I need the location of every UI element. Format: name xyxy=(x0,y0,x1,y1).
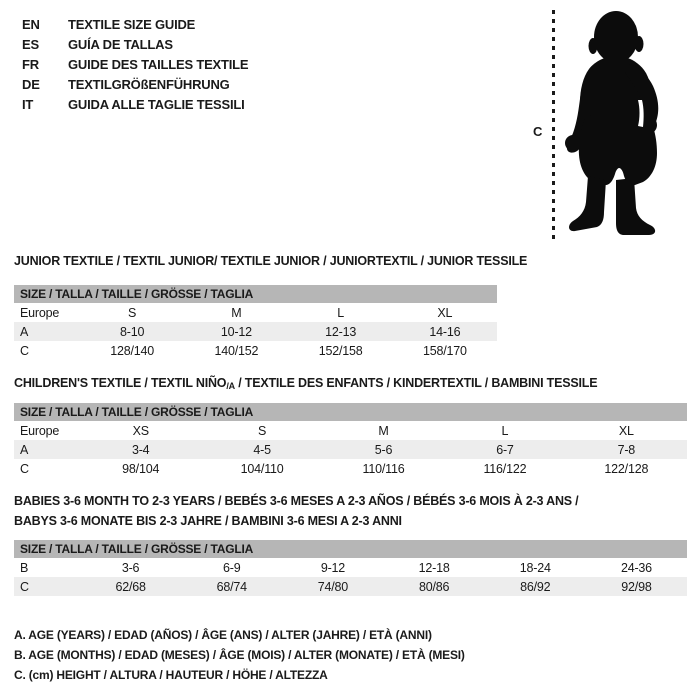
row-label: A xyxy=(20,442,29,457)
language-label: GUIDE DES TAILLES TEXTILE xyxy=(68,56,249,72)
footnote: B. AGE (MONTHS) / EDAD (MESES) / ÂGE (MOIS) / ALTER (MONATE) / ETÀ (MESI) xyxy=(14,648,465,662)
children-size-table xyxy=(14,403,687,478)
size-cell: 110/116 xyxy=(362,461,405,476)
language-row xyxy=(22,54,248,74)
size-cell: 68/74 xyxy=(216,579,247,594)
language-row xyxy=(22,74,248,94)
size-cell: XL xyxy=(618,423,634,438)
size-header-bar: SIZE / TALLA / TAILLE / GRÖSSE / TAGLIA xyxy=(14,285,497,303)
title-subscript: /A xyxy=(226,381,235,391)
size-cell: XS xyxy=(132,423,149,438)
size-cell: 158/170 xyxy=(422,343,467,358)
language-label: GUIDA ALLE TAGLIE TESSILI xyxy=(68,96,245,112)
row-label: Europe xyxy=(20,423,60,438)
language-row xyxy=(22,14,248,34)
section-title-junior: JUNIOR TEXTILE / TEXTIL JUNIOR/ TEXTILE JUNIOR / JUNIORTEXTIL / JUNIOR TESSILE xyxy=(14,254,528,268)
size-cell: 104/110 xyxy=(240,461,284,476)
row-label: C xyxy=(20,579,29,594)
size-cell: 3-6 xyxy=(121,560,140,575)
size-cell: 122/128 xyxy=(604,461,649,476)
language-title-list xyxy=(22,14,248,114)
size-cell: 62/68 xyxy=(115,579,146,594)
language-label: GUÍA DE TALLAS xyxy=(68,36,173,52)
size-cell: 12-18 xyxy=(418,560,450,575)
size-cell: 8-10 xyxy=(120,324,145,339)
size-cell: L xyxy=(501,423,509,438)
size-cell: 80/86 xyxy=(418,579,450,594)
language-row xyxy=(22,34,248,54)
table-row xyxy=(14,558,687,577)
size-cell: 3-4 xyxy=(131,442,150,457)
size-cell: 9-12 xyxy=(320,560,346,575)
size-cell: 152/158 xyxy=(318,343,363,358)
title-line: BABIES 3-6 MONTH TO 2-3 YEARS / BEBÉS 3-6 MESES A 2-3 AÑOS / BÉBÉS 3-6 MOIS À 2-3 ANS / xyxy=(14,494,579,508)
size-cell: M xyxy=(378,423,389,438)
language-code: DE xyxy=(22,76,40,92)
size-cell: 4-5 xyxy=(253,442,271,457)
size-cell: 140/152 xyxy=(214,343,259,358)
title-part: / TEXTILE DES ENFANTS / KINDERTEXTIL / BAMBINI TESSILE xyxy=(234,376,598,390)
language-row xyxy=(22,94,248,114)
table-row xyxy=(14,577,687,596)
section-title-children xyxy=(14,373,597,396)
size-cell: 6-7 xyxy=(496,442,514,457)
row-label: C xyxy=(20,461,29,476)
title-part: CHILDREN'S TEXTILE / TEXTIL NIÑO xyxy=(14,376,227,390)
size-cell: 14-16 xyxy=(429,324,461,339)
language-code: ES xyxy=(22,36,39,52)
table-row xyxy=(14,421,687,440)
footnote: A. AGE (YEARS) / EDAD (AÑOS) / ÂGE (ANS) / ALTER (JAHRE) / ETÀ (ANNI) xyxy=(14,628,432,642)
size-cell: S xyxy=(258,423,267,438)
title-line: BABYS 3-6 MONATE BIS 2-3 JAHRE / BAMBINI 3-6 MESI A 2-3 ANNI xyxy=(14,514,402,528)
size-cell: 5-6 xyxy=(374,442,393,457)
table-row xyxy=(14,322,497,341)
language-label: TEXTILE SIZE GUIDE xyxy=(68,16,196,32)
row-label: C xyxy=(20,343,29,358)
size-header-bar: SIZE / TALLA / TAILLE / GRÖSSE / TAGLIA xyxy=(14,403,687,421)
row-label: B xyxy=(20,560,29,575)
table-row xyxy=(14,440,687,459)
size-cell: 116/122 xyxy=(483,461,527,476)
footnotes xyxy=(14,625,465,685)
language-code: IT xyxy=(22,96,34,112)
table-row xyxy=(14,341,497,360)
language-code: EN xyxy=(22,16,40,32)
babies-size-table xyxy=(14,540,687,596)
size-cell: 10-12 xyxy=(220,324,252,339)
baby-silhouette-icon xyxy=(558,8,668,243)
size-cell: M xyxy=(231,305,242,320)
size-cell: XL xyxy=(437,305,453,320)
size-cell: 98/104 xyxy=(122,461,160,476)
table-row xyxy=(14,459,687,478)
row-label: A xyxy=(20,324,29,339)
size-cell: 74/80 xyxy=(317,579,349,594)
size-cell: 24-36 xyxy=(620,560,652,575)
size-cell: L xyxy=(337,305,344,320)
size-cell: S xyxy=(128,305,137,320)
section-title-babies xyxy=(14,491,578,531)
table-row xyxy=(14,303,497,322)
height-measure-label: C xyxy=(533,124,543,139)
footnote: C. (cm) HEIGHT / ALTURA / HAUTEUR / HÖHE / ALTEZZA xyxy=(14,668,328,682)
size-cell: 92/98 xyxy=(621,579,652,594)
size-header-bar: SIZE / TALLA / TAILLE / GRÖSSE / TAGLIA xyxy=(14,540,687,558)
size-cell: 12-13 xyxy=(325,324,357,339)
size-cell: 128/140 xyxy=(110,343,155,358)
language-label: TEXTILGRÖßENFÜHRUNG xyxy=(68,76,230,92)
size-cell: 7-8 xyxy=(617,442,636,457)
size-cell: 86/92 xyxy=(520,579,551,594)
language-code: FR xyxy=(22,56,39,72)
junior-size-table xyxy=(14,285,497,360)
row-label: Europe xyxy=(20,305,60,320)
height-dotted-line xyxy=(552,10,555,244)
size-cell: 18-24 xyxy=(519,560,551,575)
size-cell: 6-9 xyxy=(223,560,241,575)
